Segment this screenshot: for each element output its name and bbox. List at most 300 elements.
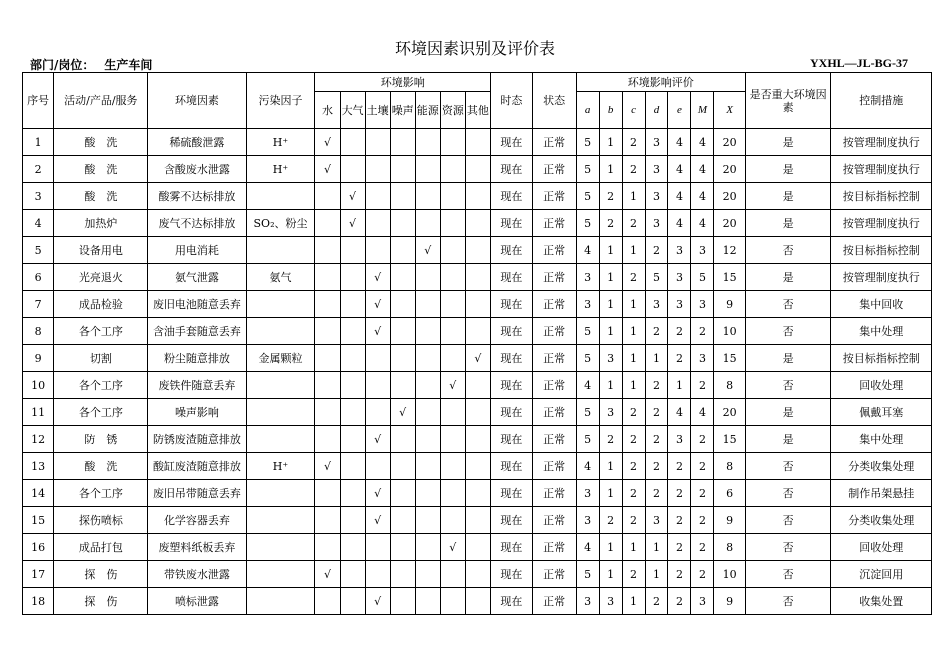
cell-eval: 5 (576, 318, 599, 345)
cell-eval: 9 (714, 507, 745, 534)
header-impact-0: 水 (315, 92, 340, 129)
cell-impact (390, 210, 415, 237)
cell-eval: 3 (668, 264, 691, 291)
cell-activity: 成品打包 (54, 534, 148, 561)
cell-eval: 6 (714, 480, 745, 507)
cell-control: 回收处理 (831, 372, 932, 399)
cell-pollutant (246, 291, 315, 318)
header-eval-group: 环境影响评价 (576, 73, 745, 92)
cell-eval: 2 (622, 210, 645, 237)
cell-pollutant: SO₂、粉尘 (246, 210, 315, 237)
cell-eval: 2 (622, 480, 645, 507)
table-row (23, 480, 932, 507)
cell-eval: 4 (668, 129, 691, 156)
cell-eval: 4 (576, 453, 599, 480)
cell-eval: 4 (576, 237, 599, 264)
cell-impact (390, 291, 415, 318)
cell-activity: 设备用电 (54, 237, 148, 264)
cell-impact: √ (315, 129, 340, 156)
header-eval-1: b (599, 92, 622, 129)
cell-eval: 3 (599, 588, 622, 615)
table-row (23, 507, 932, 534)
cell-impact: √ (390, 399, 415, 426)
cell-major: 是 (745, 183, 831, 210)
cell-impact (315, 237, 340, 264)
cell-major: 否 (745, 588, 831, 615)
cell-eval: 3 (645, 291, 668, 318)
cell-impact (315, 291, 340, 318)
cell-eval: 12 (714, 237, 745, 264)
cell-tense: 现在 (490, 237, 532, 264)
cell-seq: 10 (23, 372, 54, 399)
cell-eval: 2 (691, 561, 714, 588)
cell-factor: 带铁废水泄露 (148, 561, 246, 588)
cell-impact (390, 264, 415, 291)
cell-activity: 成品检验 (54, 291, 148, 318)
cell-factor: 粉尘随意排放 (148, 345, 246, 372)
table-row (23, 561, 932, 588)
cell-eval: 2 (645, 237, 668, 264)
cell-impact (390, 561, 415, 588)
cell-factor: 废旧电池随意丢弃 (148, 291, 246, 318)
cell-impact (365, 372, 390, 399)
cell-activity: 酸 洗 (54, 183, 148, 210)
cell-eval: 2 (622, 264, 645, 291)
cell-eval: 4 (691, 210, 714, 237)
cell-impact (465, 372, 490, 399)
cell-eval: 1 (599, 534, 622, 561)
cell-state: 正常 (532, 237, 576, 264)
cell-eval: 20 (714, 210, 745, 237)
cell-eval: 3 (576, 588, 599, 615)
cell-impact (465, 507, 490, 534)
department-line (30, 56, 152, 73)
cell-activity: 酸 洗 (54, 453, 148, 480)
cell-eval: 2 (668, 453, 691, 480)
cell-impact (440, 480, 465, 507)
cell-activity: 防 锈 (54, 426, 148, 453)
header-impact-6: 其他 (465, 92, 490, 129)
cell-factor: 稀硫酸泄露 (148, 129, 246, 156)
cell-impact (465, 534, 490, 561)
cell-major: 是 (745, 210, 831, 237)
cell-impact (315, 345, 340, 372)
cell-tense: 现在 (490, 345, 532, 372)
cell-state: 正常 (532, 210, 576, 237)
cell-impact (415, 318, 440, 345)
cell-pollutant: H⁺ (246, 129, 315, 156)
cell-impact (390, 318, 415, 345)
cell-eval: 2 (668, 318, 691, 345)
cell-major: 是 (745, 156, 831, 183)
header-eval-6: X (714, 92, 745, 129)
cell-eval: 10 (714, 561, 745, 588)
cell-state: 正常 (532, 399, 576, 426)
cell-tense: 现在 (490, 453, 532, 480)
cell-impact: √ (415, 237, 440, 264)
cell-seq: 8 (23, 318, 54, 345)
cell-impact (415, 129, 440, 156)
cell-activity: 探 伤 (54, 561, 148, 588)
cell-impact (415, 507, 440, 534)
cell-eval: 2 (691, 507, 714, 534)
cell-impact: √ (365, 318, 390, 345)
cell-eval: 2 (622, 156, 645, 183)
cell-eval: 20 (714, 399, 745, 426)
cell-tense: 现在 (490, 588, 532, 615)
cell-impact: √ (340, 183, 365, 210)
cell-eval: 4 (691, 156, 714, 183)
cell-eval: 20 (714, 183, 745, 210)
cell-impact (415, 156, 440, 183)
cell-impact (465, 129, 490, 156)
cell-eval: 5 (576, 156, 599, 183)
cell-eval: 5 (576, 129, 599, 156)
header-eval-5: M (691, 92, 714, 129)
cell-impact (415, 264, 440, 291)
cell-impact (415, 426, 440, 453)
cell-eval: 5 (576, 426, 599, 453)
cell-impact (340, 291, 365, 318)
cell-seq: 15 (23, 507, 54, 534)
cell-eval: 9 (714, 588, 745, 615)
cell-impact (365, 534, 390, 561)
header-impact-1: 大气 (340, 92, 365, 129)
cell-tense: 现在 (490, 372, 532, 399)
cell-activity: 探伤喷标 (54, 507, 148, 534)
cell-state: 正常 (532, 291, 576, 318)
cell-activity: 切割 (54, 345, 148, 372)
cell-impact (390, 534, 415, 561)
cell-impact (465, 453, 490, 480)
cell-eval: 1 (645, 534, 668, 561)
cell-impact (440, 561, 465, 588)
cell-control: 收集处置 (831, 588, 932, 615)
cell-tense: 现在 (490, 480, 532, 507)
cell-eval: 1 (622, 237, 645, 264)
cell-eval: 4 (576, 372, 599, 399)
cell-seq: 6 (23, 264, 54, 291)
table-row (23, 183, 932, 210)
table-row (23, 588, 932, 615)
cell-impact (365, 183, 390, 210)
header-pollutant: 污染因子 (246, 73, 315, 129)
cell-eval: 2 (691, 426, 714, 453)
cell-impact (315, 399, 340, 426)
cell-eval: 8 (714, 534, 745, 561)
cell-eval: 1 (599, 237, 622, 264)
cell-impact (315, 507, 340, 534)
cell-impact (415, 291, 440, 318)
cell-eval: 2 (622, 129, 645, 156)
cell-pollutant (246, 318, 315, 345)
cell-impact (365, 156, 390, 183)
cell-eval: 3 (691, 237, 714, 264)
cell-eval: 2 (668, 345, 691, 372)
cell-major: 否 (745, 453, 831, 480)
cell-eval: 2 (599, 426, 622, 453)
cell-seq: 9 (23, 345, 54, 372)
cell-seq: 2 (23, 156, 54, 183)
cell-impact: √ (365, 588, 390, 615)
header-impact-3: 噪声 (390, 92, 415, 129)
header-impact-5: 资源 (440, 92, 465, 129)
cell-eval: 5 (576, 210, 599, 237)
cell-control: 沉淀回用 (831, 561, 932, 588)
cell-eval: 4 (576, 534, 599, 561)
cell-impact: √ (365, 507, 390, 534)
document-code: YXHL—JL-BG-37 (809, 56, 908, 70)
cell-factor: 废气不达标排放 (148, 210, 246, 237)
cell-seq: 1 (23, 129, 54, 156)
cell-eval: 3 (668, 237, 691, 264)
cell-seq: 4 (23, 210, 54, 237)
cell-eval: 1 (668, 372, 691, 399)
cell-impact (365, 561, 390, 588)
cell-factor: 废塑料纸板丢弃 (148, 534, 246, 561)
cell-state: 正常 (532, 264, 576, 291)
cell-eval: 2 (599, 507, 622, 534)
cell-eval: 3 (645, 210, 668, 237)
cell-eval: 4 (691, 183, 714, 210)
cell-impact (415, 210, 440, 237)
cell-state: 正常 (532, 318, 576, 345)
cell-seq: 14 (23, 480, 54, 507)
cell-eval: 3 (645, 129, 668, 156)
cell-impact (465, 210, 490, 237)
page-title: 环境因素识别及评价表 (394, 39, 555, 58)
cell-impact (440, 507, 465, 534)
cell-seq: 12 (23, 426, 54, 453)
cell-control: 佩戴耳塞 (831, 399, 932, 426)
cell-eval: 2 (645, 372, 668, 399)
cell-impact (440, 264, 465, 291)
cell-major: 否 (745, 291, 831, 318)
cell-factor: 废铁件随意丢弃 (148, 372, 246, 399)
cell-eval: 2 (622, 507, 645, 534)
cell-impact (440, 453, 465, 480)
cell-seq: 18 (23, 588, 54, 615)
cell-control: 按管理制度执行 (831, 156, 932, 183)
header-eval-3: d (645, 92, 668, 129)
header-seq: 序号 (23, 73, 54, 129)
cell-impact (415, 399, 440, 426)
header-activity: 活动/产品/服务 (54, 73, 148, 129)
cell-eval: 4 (691, 129, 714, 156)
cell-tense: 现在 (490, 507, 532, 534)
cell-eval: 5 (576, 399, 599, 426)
cell-pollutant (246, 561, 315, 588)
header-eval-2: c (622, 92, 645, 129)
cell-impact (440, 426, 465, 453)
cell-impact (315, 480, 340, 507)
cell-factor: 噪声影响 (148, 399, 246, 426)
cell-state: 正常 (532, 156, 576, 183)
cell-state: 正常 (532, 426, 576, 453)
cell-eval: 1 (599, 129, 622, 156)
cell-impact: √ (365, 426, 390, 453)
cell-eval: 3 (645, 156, 668, 183)
cell-pollutant (246, 507, 315, 534)
cell-major: 否 (745, 237, 831, 264)
cell-impact (390, 480, 415, 507)
header-major: 是否重大环境因素 (745, 73, 831, 129)
table-row (23, 453, 932, 480)
cell-impact (340, 237, 365, 264)
cell-impact (440, 156, 465, 183)
cell-impact (340, 129, 365, 156)
cell-eval: 9 (714, 291, 745, 318)
cell-control: 制作吊架悬挂 (831, 480, 932, 507)
cell-control: 集中处理 (831, 426, 932, 453)
cell-state: 正常 (532, 372, 576, 399)
cell-eval: 1 (622, 588, 645, 615)
cell-eval: 1 (599, 372, 622, 399)
cell-eval: 4 (691, 399, 714, 426)
cell-seq: 13 (23, 453, 54, 480)
cell-impact (440, 399, 465, 426)
cell-impact (340, 156, 365, 183)
cell-eval: 4 (668, 156, 691, 183)
cell-seq: 5 (23, 237, 54, 264)
cell-control: 按目标指标控制 (831, 183, 932, 210)
cell-control: 按目标指标控制 (831, 345, 932, 372)
cell-eval: 1 (622, 291, 645, 318)
cell-impact (465, 156, 490, 183)
cell-eval: 15 (714, 345, 745, 372)
table-row (23, 372, 932, 399)
cell-impact (465, 291, 490, 318)
cell-eval: 15 (714, 264, 745, 291)
cell-state: 正常 (532, 561, 576, 588)
cell-eval: 5 (691, 264, 714, 291)
cell-impact (365, 210, 390, 237)
cell-impact: √ (315, 453, 340, 480)
cell-impact (465, 237, 490, 264)
cell-eval: 2 (645, 480, 668, 507)
cell-control: 分类收集处理 (831, 453, 932, 480)
cell-pollutant: 金属颗粒 (246, 345, 315, 372)
cell-major: 是 (745, 129, 831, 156)
cell-impact (365, 129, 390, 156)
cell-eval: 2 (645, 453, 668, 480)
cell-pollutant (246, 399, 315, 426)
cell-eval: 3 (668, 426, 691, 453)
cell-eval: 5 (645, 264, 668, 291)
cell-eval: 2 (691, 480, 714, 507)
cell-impact (340, 534, 365, 561)
cell-eval: 1 (599, 318, 622, 345)
cell-tense: 现在 (490, 156, 532, 183)
cell-impact (440, 210, 465, 237)
cell-eval: 4 (668, 210, 691, 237)
cell-impact (415, 372, 440, 399)
cell-impact (440, 291, 465, 318)
cell-impact (315, 318, 340, 345)
cell-activity: 各个工序 (54, 318, 148, 345)
cell-eval: 2 (645, 426, 668, 453)
cell-factor: 含油手套随意丢弃 (148, 318, 246, 345)
cell-eval: 5 (576, 561, 599, 588)
cell-eval: 1 (622, 183, 645, 210)
cell-factor: 酸雾不达标排放 (148, 183, 246, 210)
header-eval-4: e (668, 92, 691, 129)
cell-eval: 1 (645, 561, 668, 588)
cell-eval: 2 (691, 453, 714, 480)
cell-impact: √ (315, 156, 340, 183)
cell-activity: 各个工序 (54, 480, 148, 507)
cell-impact (390, 156, 415, 183)
cell-activity: 各个工序 (54, 399, 148, 426)
cell-eval: 15 (714, 426, 745, 453)
cell-eval: 3 (645, 183, 668, 210)
cell-eval: 3 (691, 588, 714, 615)
cell-eval: 3 (576, 507, 599, 534)
cell-major: 否 (745, 507, 831, 534)
cell-impact (315, 372, 340, 399)
cell-impact (440, 345, 465, 372)
environmental-factors-table (22, 72, 932, 615)
cell-eval: 2 (668, 588, 691, 615)
cell-impact (440, 237, 465, 264)
department-label: 部门/岗位： (30, 58, 95, 72)
cell-impact (415, 588, 440, 615)
cell-tense: 现在 (490, 561, 532, 588)
cell-major: 是 (745, 426, 831, 453)
cell-impact: √ (440, 372, 465, 399)
cell-impact (440, 183, 465, 210)
table-row (23, 210, 932, 237)
cell-state: 正常 (532, 183, 576, 210)
cell-eval: 2 (622, 453, 645, 480)
cell-eval: 1 (599, 264, 622, 291)
cell-major: 是 (745, 345, 831, 372)
cell-eval: 2 (622, 426, 645, 453)
cell-pollutant (246, 183, 315, 210)
cell-eval: 1 (599, 561, 622, 588)
cell-activity: 各个工序 (54, 372, 148, 399)
table-row (23, 156, 932, 183)
cell-eval: 4 (668, 399, 691, 426)
cell-eval: 2 (691, 318, 714, 345)
cell-impact: √ (440, 534, 465, 561)
cell-impact (440, 588, 465, 615)
table-row (23, 426, 932, 453)
cell-control: 回收处理 (831, 534, 932, 561)
cell-major: 是 (745, 264, 831, 291)
cell-impact (390, 129, 415, 156)
cell-pollutant: 氨气 (246, 264, 315, 291)
cell-impact: √ (365, 264, 390, 291)
cell-impact (465, 561, 490, 588)
cell-pollutant: H⁺ (246, 453, 315, 480)
cell-impact (340, 372, 365, 399)
cell-eval: 3 (599, 399, 622, 426)
cell-activity: 光亮退火 (54, 264, 148, 291)
cell-eval: 8 (714, 372, 745, 399)
cell-impact: √ (315, 561, 340, 588)
cell-eval: 2 (668, 561, 691, 588)
cell-major: 否 (745, 318, 831, 345)
cell-tense: 现在 (490, 399, 532, 426)
cell-pollutant (246, 372, 315, 399)
cell-eval: 3 (599, 345, 622, 372)
cell-tense: 现在 (490, 210, 532, 237)
cell-tense: 现在 (490, 291, 532, 318)
cell-eval: 3 (691, 291, 714, 318)
cell-factor: 化学容器丢弃 (148, 507, 246, 534)
cell-state: 正常 (532, 345, 576, 372)
